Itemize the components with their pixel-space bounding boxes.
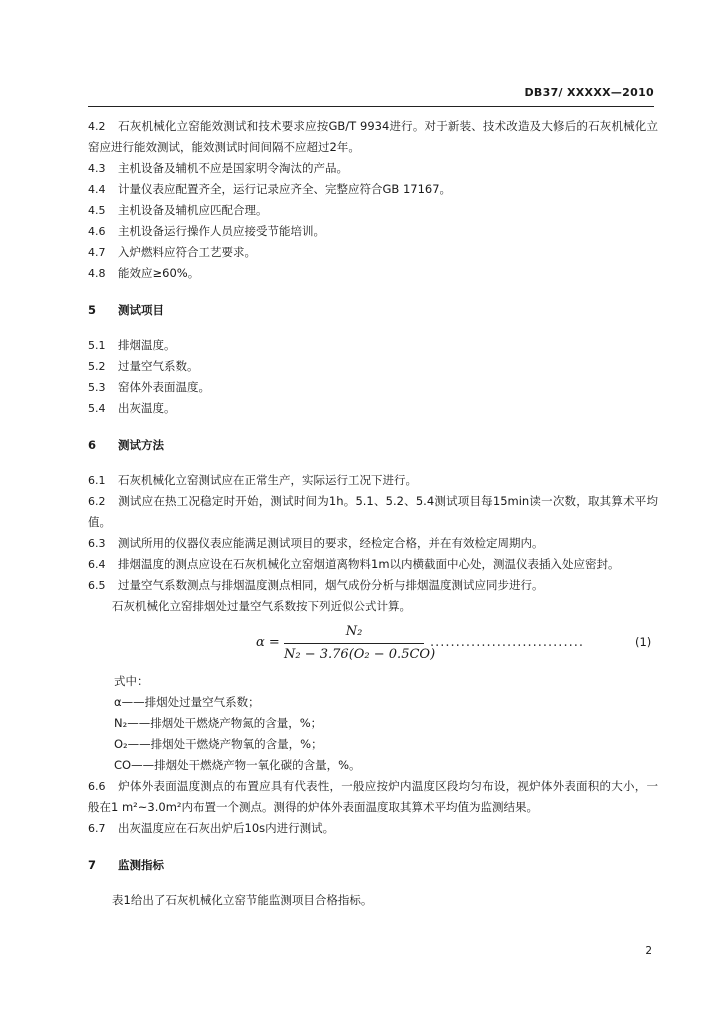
clause-6-3: [88, 533, 658, 554]
fraction-bar: [284, 643, 424, 644]
clause-text: 测试应在热工况稳定时开始，测试时间为1h。5.1、5.2、5.4测试项目每15min读一次数，取其算术平均值。: [88, 494, 658, 529]
clause-number: 4.5: [88, 204, 106, 217]
clause-6-1: [88, 470, 658, 491]
section-5-heading: [88, 300, 658, 321]
section-6-heading: [88, 435, 658, 456]
clause-text: 主机设备及辅机应匹配合理。: [118, 203, 268, 217]
leader-dots: ..............................: [430, 635, 584, 650]
clause-text: 测试所用的仪器仪表应能满足测试项目的要求，经检定合格，并在有效检定周期内。: [118, 536, 544, 550]
clause-4-3: [88, 158, 658, 179]
clause-number: 5.4: [88, 402, 106, 415]
clause-number: 6.4: [88, 558, 106, 571]
clause-number: 5.3: [88, 381, 106, 394]
header-rule: [88, 106, 654, 107]
clause-text: 能效应≥60%。: [118, 266, 200, 280]
clause-text: 主机设备运行操作人员应接受节能培训。: [118, 224, 325, 238]
clause-6-5: [88, 575, 658, 596]
clause-text: 石灰机械化立窑测试应在正常生产，实际运行工况下进行。: [118, 473, 417, 487]
section-number: 5: [88, 303, 97, 317]
clause-number: 5.2: [88, 360, 106, 373]
clause-number: 4.3: [88, 162, 106, 175]
clause-number: 6.7: [88, 822, 106, 835]
formula-definitions: [88, 671, 658, 776]
clause-4-6: [88, 221, 658, 242]
clause-6-2: [88, 491, 658, 533]
clause-text: 计量仪表应配置齐全，运行记录应齐全、完整应符合GB 17167。: [118, 182, 452, 196]
clause-text: 窑体外表面温度。: [118, 380, 210, 394]
clause-text: 石灰机械化立窑能效测试和技术要求应按GB/T 9934进行。对于新装、技术改造及大修后的石灰机械化立窑应进行能效测试，能效测试时间间隔不应超过2年。: [88, 119, 658, 154]
formula-fraction: [284, 623, 436, 664]
clause-number: 6.1: [88, 474, 106, 487]
clause-number: 4.6: [88, 225, 106, 238]
clause-number: 5.1: [88, 339, 106, 352]
clause-number: 4.8: [88, 267, 106, 280]
clause-number: 6.2: [88, 495, 106, 508]
definition-co: CO——排烟处干燃烧产物一氧化碳的含量，%。: [114, 758, 361, 772]
where-label: 式中：: [114, 674, 149, 688]
clause-text: 出灰温度应在石灰出炉后10s内进行测试。: [118, 821, 335, 835]
definition-o2: O₂——排烟处干燃烧产物氧的含量，%；: [114, 737, 323, 751]
section-title: 测试方法: [118, 438, 164, 452]
formula-lhs: α =: [256, 635, 280, 650]
clause-4-7: [88, 242, 658, 263]
clause-text: 排烟温度。: [118, 338, 176, 352]
clause-number: 6.6: [88, 780, 106, 793]
definition-alpha: α——排烟处过量空气系数；: [114, 695, 260, 709]
clause-4-2: [88, 116, 658, 158]
clause-text: 炉体外表面温度测点的布置应具有代表性，一般应按炉内温度区段均匀布设，视炉体外表面积的大小，一般在1 m²~3.0m²内布置一个测点。测得的炉体外表面温度取其算术平均值为监测结果。: [88, 779, 658, 814]
clause-number: 6.5: [88, 579, 106, 592]
clause-6-6: [88, 776, 658, 818]
clause-number: 4.4: [88, 183, 106, 196]
formula-numerator: N₂: [345, 624, 363, 639]
section-7-text: 表1给出了石灰机械化立窑节能监测项目合格指标。: [112, 893, 373, 907]
section-number: 7: [88, 858, 97, 872]
clause-4-5: [88, 200, 658, 221]
section-title: 监测指标: [118, 858, 164, 872]
page-number: 2: [645, 945, 652, 957]
document-code: DB37/ XXXXX—2010: [524, 86, 654, 99]
clause-text: 排烟温度的测点应设在石灰机械化立窑烟道离物料1m以内横截面中心处，测温仪表插入处应密封。: [118, 557, 620, 571]
clause-6-4: [88, 554, 658, 575]
section-7-heading: [88, 855, 658, 876]
clause-4-8: [88, 263, 658, 284]
clause-text: 出灰温度。: [118, 401, 176, 415]
clause-text: 过量空气系数测点与排烟温度测点相同，烟气成份分析与排烟温度测试应同步进行。: [118, 578, 544, 592]
clause-5-3: [88, 377, 658, 398]
clause-6-7: [88, 818, 658, 839]
clause-number: 4.7: [88, 246, 106, 259]
clause-text: 主机设备及辅机不应是国家明令淘汰的产品。: [118, 161, 348, 175]
equation-number: (1): [635, 635, 652, 649]
clause-5-1: [88, 335, 658, 356]
document-body: [88, 116, 658, 911]
clause-text: 过量空气系数。: [118, 359, 199, 373]
clause-number: 6.3: [88, 537, 106, 550]
formula-1: [88, 623, 658, 667]
section-title: 测试项目: [118, 303, 164, 317]
clause-5-4: [88, 398, 658, 419]
section-number: 6: [88, 438, 97, 452]
clause-number: 4.2: [88, 120, 106, 133]
clause-4-4: [88, 179, 658, 200]
formula-intro: 石灰机械化立窑排烟处过量空气系数按下列近似公式计算。: [112, 599, 411, 613]
clause-5-2: [88, 356, 658, 377]
definition-n2: N₂——排烟处干燃烧产物氮的含量，%；: [114, 716, 323, 730]
clause-text: 入炉燃料应符合工艺要求。: [118, 245, 256, 259]
formula-denominator: N₂ − 3.76(O₂ − 0.5CO): [284, 647, 436, 662]
